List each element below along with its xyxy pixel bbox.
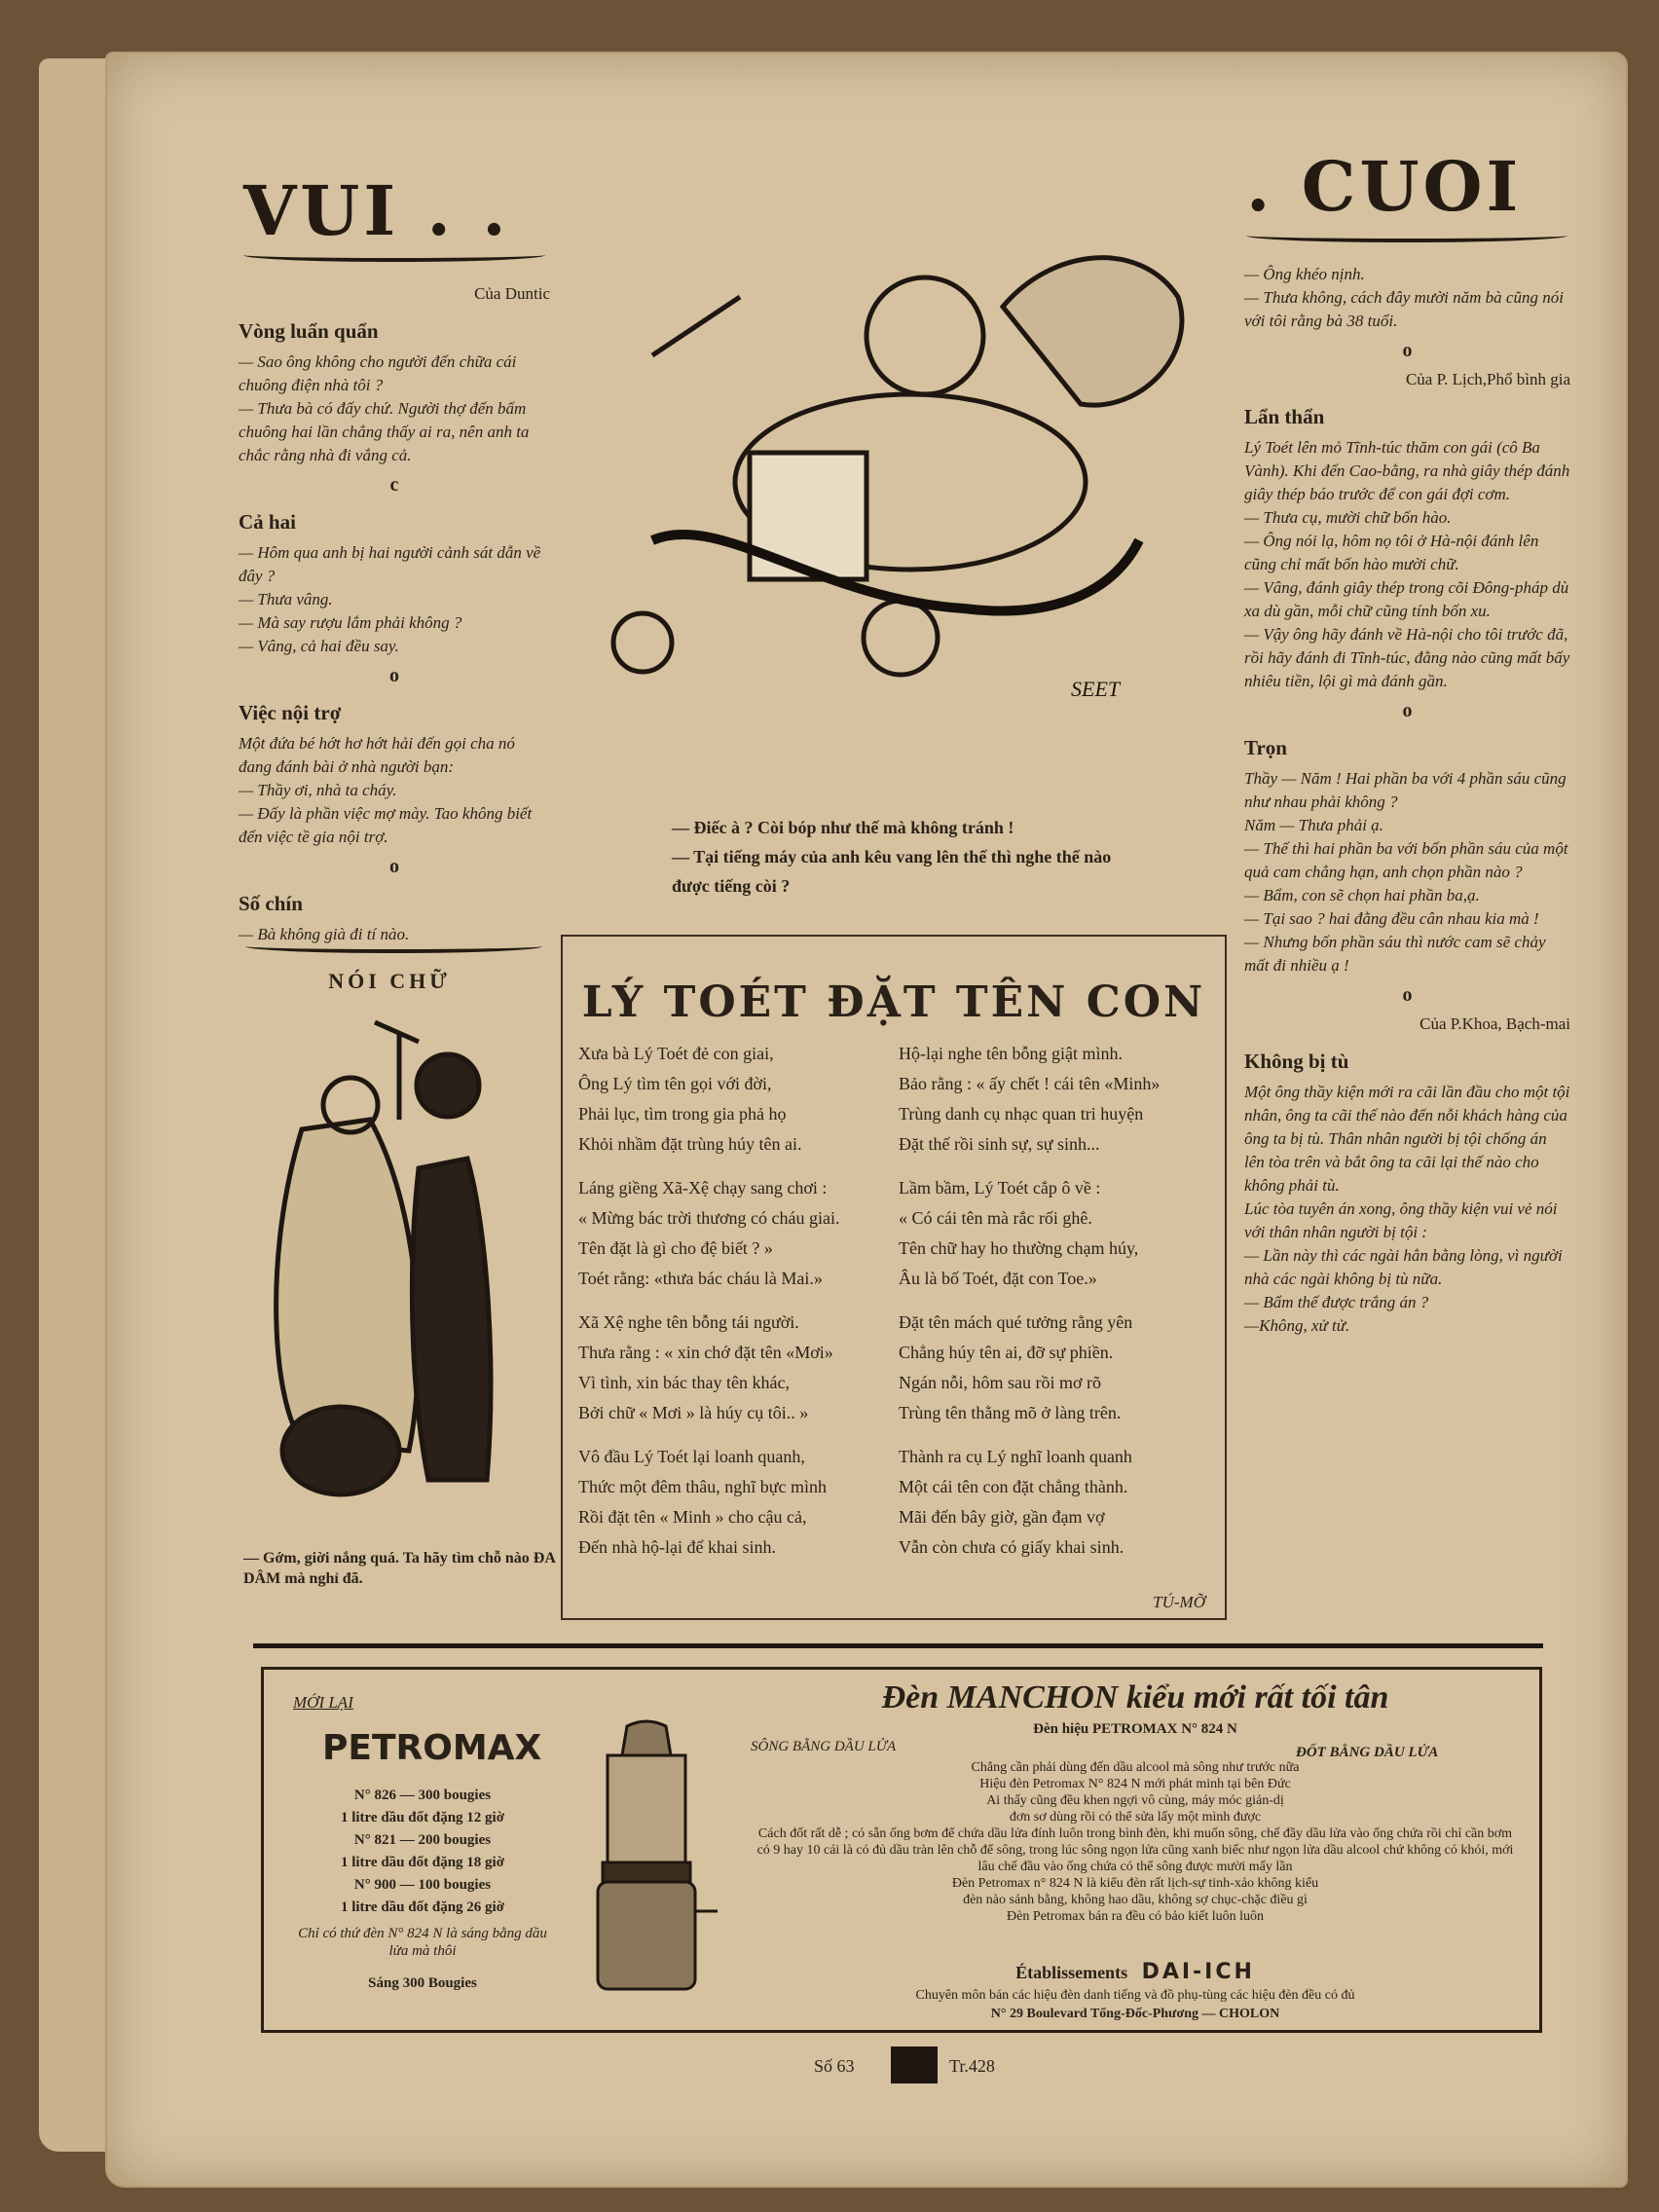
ad-spec-line: 1 litre dầu đốt đặng 26 giờ <box>340 1899 505 1915</box>
poem-box <box>561 935 1227 1620</box>
ad-left-specs <box>291 1785 554 1919</box>
ad-song-bang: SÔNG BẰNG DẦU LỬA <box>751 1739 897 1754</box>
right-column <box>1244 263 1570 1338</box>
woman-figure <box>412 1159 490 1480</box>
paragraph-line: —Không, xử tử. <box>1244 1316 1350 1335</box>
lantern-globe <box>608 1755 685 1862</box>
separator: o <box>389 856 399 877</box>
ad-address: N° 29 Boulevard Tổng-Đốc-Phương — CHOLON <box>990 2007 1280 2021</box>
ad-moi-lai: MỚI LẠI <box>293 1693 353 1712</box>
ad-body-line: đèn nào sánh bằng, không hao dầu, không sợ chục-chặc điều gì <box>963 1893 1308 1907</box>
section-line: — Vâng, cả hai đều say. <box>239 637 399 655</box>
noi-chu-illustration <box>263 1013 545 1538</box>
poem-line: Vì tình, xin bác thay tên khác, <box>578 1373 790 1392</box>
poem-line: Chẳng húy tên ai, đỡ sự phiền. <box>899 1343 1114 1362</box>
ad-specialty: Chuyên môn bán các hiệu đèn danh tiếng và đồ phụ-tùng các hiệu đèn đều có đủ <box>915 1988 1355 2003</box>
paragraph-line: — Thưa cụ, mười chữ bốn hào. <box>1244 508 1452 527</box>
paragraph-line: — Thế thì hai phần ba với bốn phần sáu của một quả cam chẳng hạn, anh chọn phần nào ? <box>1244 839 1568 881</box>
divider-wave <box>245 940 542 953</box>
section-title: Cả hai <box>239 510 296 534</box>
byline-p-lich: Của P. Lịch,Phổ bình gia <box>1405 370 1570 388</box>
poem-line: Thưa rằng : « xin chớ đặt tên «Mơi» <box>578 1343 833 1362</box>
horn <box>652 297 740 355</box>
poem-right-column <box>899 1039 1220 1563</box>
section-line: — Thầy ơi, nhà ta cháy. <box>239 781 397 799</box>
poem-line: Đặt thế rồi sinh sự, sự sinh... <box>899 1134 1100 1154</box>
poem-line: Bởi chữ « Mơi » là húy cụ tôi.. » <box>578 1403 809 1422</box>
car-wheel-front <box>613 613 672 672</box>
ad-body-line: Hiệu đèn Petromax N° 824 N mới phát minh tại bên Đức <box>979 1777 1291 1791</box>
noi-chu-caption: — Gớm, giời nắng quá. Ta hãy tìm chỗ nào ĐA DÂM mà nghỉ đã. <box>243 1550 556 1587</box>
section-line: Một đứa bé hớt hơ hớt hải đến gọi cha nó đang đánh bài ở nhà người bạn: <box>239 734 515 776</box>
poem-line: Phải lục, tìm trong gia phả họ <box>578 1104 787 1124</box>
lantern-illustration <box>573 1716 719 1999</box>
poem-author: TÚ-MỠ <box>1153 1593 1205 1611</box>
ad-note: Chỉ có thứ đèn N° 824 N là sáng bằng dầu lửa mà thôi <box>298 1926 547 1959</box>
ad-spec-line: 1 litre dầu đốt đặng 18 giờ <box>340 1855 505 1870</box>
separator: o <box>389 665 399 686</box>
section-line: — Thưa vâng. <box>239 590 333 608</box>
paragraph-line: — Ông khéo nịnh. <box>1244 265 1365 283</box>
poem-title: LÝ TOÉT ĐẶT TÊN CON <box>581 977 1206 1027</box>
ad-spec-line: N° 826 — 300 bougies <box>353 1788 492 1803</box>
ad-footer: Sáng 300 Bougies <box>368 1975 477 1991</box>
header-cuoi: . CUOI <box>1246 146 1523 227</box>
ad-dot-bang: ĐỐT BẰNG DẦU LỬA <box>1296 1745 1439 1760</box>
pedestrian-body <box>652 535 1139 611</box>
poem-line: Mãi đến bây giờ, gần đạm vợ <box>899 1507 1105 1527</box>
paragraph-line: Lý Toét lên mỏ Tĩnh-túc thăm con gái (cô Ba Vành). Khi đến Cao-bằng, ra nhà giây thép đánh giây thép báo trước để con gái đợi cơm. <box>1244 438 1570 503</box>
page-number: Tr.428 <box>949 2056 995 2076</box>
ad-spec-line: 1 litre dầu đốt đặng 12 giờ <box>340 1810 505 1825</box>
paragraph-line: — Lần này thì các ngài hẳn bằng lòng, vì người nhà các ngài không bị tù nữa. <box>1244 1246 1563 1288</box>
poem-line: Thành ra cụ Lý nghĩ loanh quanh <box>899 1447 1132 1466</box>
poem-line: Toét rằng: «thưa bác cháu là Mai.» <box>578 1269 823 1288</box>
section-line: — Bà không già đi tí nào. <box>239 925 410 943</box>
separator: c <box>389 474 399 496</box>
poem-line: Khỏi nhầm đặt trùng húy tên ai. <box>578 1134 802 1154</box>
poem-line: Đặt tên mách qué tưởng rằng yên <box>899 1312 1133 1332</box>
stanza-gap <box>899 1428 1220 1442</box>
poem-line: Một cái tên con đặt chẳng thành. <box>899 1477 1128 1496</box>
umbrella <box>375 1022 419 1120</box>
ad-headline: Đèn MANCHON kiểu mới rất tối tân <box>881 1679 1389 1715</box>
noi-chu-title: NÓI CHỮ <box>328 969 451 993</box>
woman-head <box>417 1054 479 1117</box>
section-title: Việc nội trợ <box>239 701 342 724</box>
car-cartoon-illustration <box>594 190 1227 716</box>
poem-line: « Mừng bác trời thương có cháu giai. <box>578 1208 840 1228</box>
ad-spec-line: N° 900 — 100 bougies <box>353 1877 492 1893</box>
poem-line: Vô đầu Lý Toét lại loanh quanh, <box>578 1447 805 1466</box>
header-underline-right <box>1246 229 1567 242</box>
separator-o: o <box>1402 984 1413 1006</box>
driver-head <box>1003 258 1182 405</box>
paragraph-line: — Thưa không, cách đây mười năm bà cũng nói với tôi rằng bà 38 tuổi. <box>1244 288 1564 330</box>
paragraph-line: Một ông thầy kiện mới ra cãi lần đầu cho một tội nhân, ông ta cãi thế nào đến nỗi khách hàng của ông ta bị tù. Thân nhân người bị tội chống án lên tòa trên và bắt ông ta cãi lại thế nào cho không phải tù. <box>1244 1083 1570 1195</box>
header-vui: VUI . . <box>243 170 510 251</box>
lantern-collar <box>603 1862 690 1882</box>
section-title-lan-than: Lẩn thẩn <box>1244 405 1325 428</box>
byline-p-khoa: Của P.Khoa, Bạch-mai <box>1419 1014 1570 1033</box>
separator-o: o <box>1402 700 1413 721</box>
lantern-tank <box>598 1882 695 1989</box>
poem-line: Đến nhà hộ-lại để khai sinh. <box>578 1537 776 1557</box>
section-line: — Mà say rượu lắm phải không ? <box>239 613 462 632</box>
poem-line: Tên đặt là gì cho đệ biết ? » <box>578 1238 773 1258</box>
ad-company: DAI-ICH <box>1141 1960 1255 1984</box>
stanza-gap <box>578 1428 895 1442</box>
ad-body <box>751 1759 1520 1925</box>
poem-line: Hộ-lại nghe tên bỗng giật mình. <box>899 1044 1123 1063</box>
section-title: Số chín <box>239 892 303 915</box>
poem-left-column <box>578 1039 895 1563</box>
poem-line: Ngán nỗi, hôm sau rồi mơ rõ <box>899 1373 1101 1392</box>
old-man-robe <box>276 1120 419 1451</box>
paragraph-line: — Tại sao ? hai đằng đều cân nhau kia mà ! <box>1244 909 1539 928</box>
section-title: Vòng luẩn quẩn <box>239 319 379 343</box>
petromax-advertisement <box>261 1667 1542 2033</box>
paragraph-line: — Bẩm, con sẽ chọn hai phần ba,ạ. <box>1244 886 1480 904</box>
poem-line: Thức một đêm thâu, nghĩ bực mình <box>578 1477 827 1496</box>
lantern-top <box>622 1721 671 1755</box>
issue-number: Số 63 <box>814 2056 855 2076</box>
stanza-gap <box>899 1294 1220 1308</box>
ad-top-rule <box>253 1643 1543 1648</box>
section-title-khong-bi-tu: Không bị tù <box>1244 1050 1349 1073</box>
cartoon-caption-line: — Điếc à ? Còi bóp như thế mà không tránh ! <box>672 818 1014 837</box>
section-line: — Đấy là phần việc mợ mày. Tao không biết đến việc tề gia nội trợ. <box>239 804 533 846</box>
byline-duntic: Của Duntic <box>474 284 550 303</box>
paragraph-line: — Ông nói lạ, hôm nọ tôi ở Hà-nội đánh lên cũng chỉ mất bốn hào mười chữ. <box>1244 532 1539 573</box>
paragraph-line: — Vậy ông hãy đánh về Hà-nội cho tôi trước đã, rồi hãy đánh đi Tĩnh-túc, đằng nào cũng mất bấy nhiêu tiền, lội gì mà đánh gần. <box>1244 625 1570 690</box>
ad-model: Đèn hiệu PETROMAX N° 824 N <box>1033 1721 1237 1737</box>
stanza-gap <box>578 1160 895 1173</box>
cartoon-signature: SEET <box>1071 677 1121 701</box>
poem-line: Âu là bố Toét, đặt con Toe.» <box>899 1269 1097 1288</box>
cartoon-caption-line: — Tại tiếng máy của anh kêu vang lên thế thì nghe thế nào được tiếng còi ? <box>672 847 1112 896</box>
section-line: — Thưa bà có đấy chứ. Người thợ đến bấm chuông hai lần chẳng thấy ai ra, nên anh ta chắc rằng nhà đi vắng cả. <box>239 399 530 464</box>
paragraph-line: Lúc tòa tuyên án xong, ông thầy kiện vui vẻ nói với thân nhân người bị tội : <box>1244 1199 1558 1241</box>
steering-wheel <box>866 277 983 394</box>
ad-body-line: Đèn Petromax bán ra đều có bảo kiết luôn luôn <box>1007 1909 1264 1924</box>
stanza-gap <box>578 1294 895 1308</box>
ad-spec-line: N° 821 — 200 bougies <box>353 1832 492 1848</box>
ad-establishment <box>751 1960 1520 1984</box>
section-line: — Sao ông không cho người đến chữa cái chuông điện nhà tôi ? <box>239 352 517 394</box>
magazine-logo <box>891 2046 938 2083</box>
section-title-tron: Trọn <box>1244 736 1287 759</box>
ad-body-line: Đèn Petromax n° 824 N là kiểu đèn rất lịch-sự tinh-xảo không kiểu <box>951 1876 1319 1891</box>
paragraph-line: — Vâng, đánh giây thép trong cõi Đông-pháp dù xa dù gần, mỗi chữ cũng tính bốn xu. <box>1244 578 1569 620</box>
paragraph-line: Thầy — Năm ! Hai phần ba với 4 phần sáu cũng như nhau phải không ? <box>1244 769 1567 811</box>
paragraph-line: Năm — Thưa phải ạ. <box>1244 816 1383 834</box>
left-column <box>239 282 550 946</box>
paragraph-line: — Bẩm thế được trắng án ? <box>1244 1293 1429 1311</box>
poem-line: Vẫn còn chưa có giấy khai sinh. <box>899 1537 1124 1557</box>
cartoon-caption <box>672 813 1139 901</box>
poem-line: Rồi đặt tên « Minh » cho cậu cả, <box>578 1507 807 1527</box>
poem-line: Trùng danh cụ nhạc quan tri huyện <box>899 1104 1144 1124</box>
poem-line: Lầm bầm, Lý Toét cắp ô về : <box>899 1178 1101 1198</box>
poem-line: Trùng tên thằng mõ ở làng trên. <box>899 1403 1122 1422</box>
section-line: — Hôm qua anh bị hai người cảnh sát dẫn về đây ? <box>239 543 541 585</box>
poem-line: Tên chữ hay ho thường chạm húy, <box>899 1238 1139 1258</box>
car-wheel <box>864 601 938 675</box>
poem-line: Xưa bà Lý Toét đẻ con giai, <box>578 1044 774 1063</box>
stanza-gap <box>899 1160 1220 1173</box>
ad-body-line: Cách đốt rất dễ ; có sẵn ống bơm để chứa dầu lửa đính luôn trong bình đèn, khi muốn sông, chế đầy dầu lửa vào ống chứa rồi chỉ cần bơm có 9 hay 10 cái là có đủ dầu tràn lên chỗ để sông, trong lúc sông ngọn lửa cũng xanh biếc như ngọn lửa dầu alcool chứ không có khói, mới lâu chế đầu vào ống chứa có thể sông được mười mấy lần <box>756 1826 1514 1874</box>
paragraph-line: — Nhưng bốn phần sáu thì nước cam sẽ chảy mất đi nhiều ạ ! <box>1244 933 1546 975</box>
poem-line: Ông Lý tìm tên gọi với đời, <box>578 1074 772 1093</box>
header-underline-left <box>243 248 545 262</box>
ad-etab: Établissements <box>1015 1963 1128 1982</box>
poem-line: « Có cái tên mà rắc rối ghê. <box>899 1208 1092 1228</box>
ad-body-line: Chẳng cần phải dùng đến dầu alcool mà sông như trước nữa <box>971 1760 1300 1775</box>
poem-line: Bảo rằng : « ấy chết ! cái tên «Minh» <box>899 1074 1161 1093</box>
poem-line: Xã Xệ nghe tên bỗng tái người. <box>578 1312 799 1332</box>
old-man-feet <box>282 1407 399 1494</box>
ad-body-line: Ai thấy cũng đều khen ngợi vô cùng, máy móc giản-dị <box>986 1793 1284 1808</box>
separator-o: o <box>1402 340 1413 361</box>
ad-brand: PETROMAX <box>322 1728 542 1768</box>
ad-body-line: đơn sơ dùng rồi có thể sửa lấy một mình được <box>1009 1810 1262 1825</box>
poem-line: Láng giềng Xã-Xệ chạy sang chơi : <box>578 1178 828 1198</box>
